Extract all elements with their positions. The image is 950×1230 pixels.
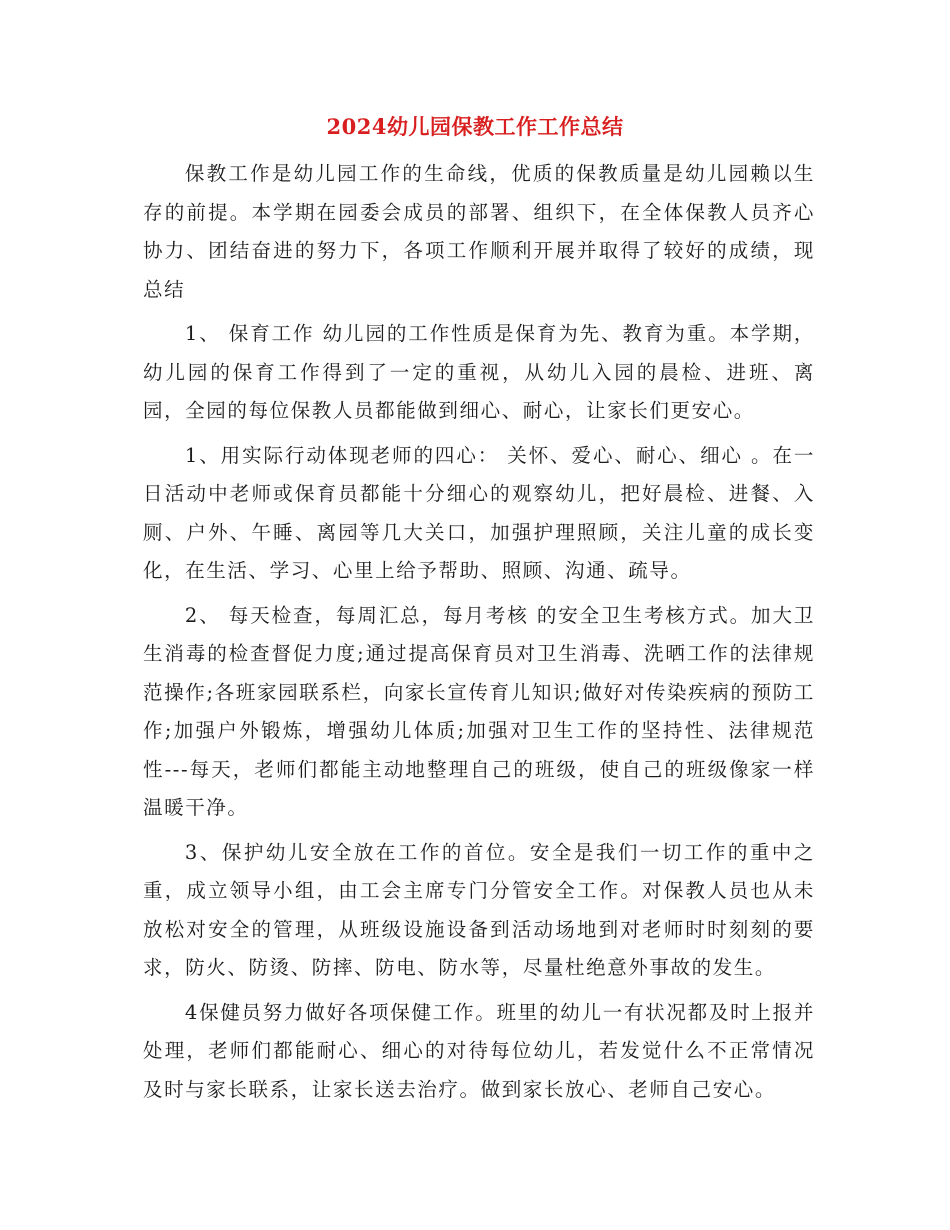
document-body (143, 155, 815, 1115)
paragraph-hygiene-inspection: 2、 每天检查，每周汇总，每月考核 的安全卫生考核方式。加大卫生消毒的检查督促力度;通过提高保育员对卫生消毒、洗晒工作的法律规范操作;各班家园联系栏，向家长宣传育儿知识;做好对传染疾病的预防工作;加强户外锻炼，增强幼儿体质;加强对卫生工作的坚持性、法律规范性---每天，老师们都能主动地整理自己的班级，使自己的班级像家一样温暖干净。 (143, 603, 815, 819)
paragraph-four-hearts: 1、用实际行动体现老师的四心： 关怀、爱心、耐心、细心 。在一日活动中老师或保育员都能十分细心的观察幼儿，把好晨检、进餐、入厕、户外、午睡、离园等几大关口，加强护理照顾，关注儿童的成长变化，在生活、学习、心里上给予帮助、照顾、沟通、疏导。 (143, 443, 815, 582)
paragraph-childcare-work: 1、 保育工作 幼儿园的工作性质是保育为先、教育为重。本学期，幼儿园的保育工作得到了一定的重视，从幼儿入园的晨检、进班、离园，全园的每位保教人员都能做到细心、耐心，让家长们更安心。 (143, 322, 815, 422)
document-title: 2024幼儿园保教工作工作总结 (326, 114, 624, 139)
paragraph-health-care: 4保健员努力做好各项保健工作。班里的幼儿一有状况都及时上报并处理，老师们都能耐心、细心的对待每位幼儿，若发觉什么不正常情况及时与家长联系，让家长送去治疗。做到家长放心、老师自己安心。 (143, 1000, 815, 1101)
paragraph-safety-first: 3、保护幼儿安全放在工作的首位。安全是我们一切工作的重中之重，成立领导小组，由工会主席专门分管安全工作。对保教人员也从未放松对安全的管理，从班级设施设备到活动场地到对老师时时刻刻的要求，防火、防烫、防摔、防电、防水等，尽量杜绝意外事故的发生。 (143, 840, 815, 979)
paragraph-intro: 保教工作是幼儿园工作的生命线，优质的保教质量是幼儿园赖以生存的前提。本学期在园委会成员的部署、组织下，在全体保教人员齐心协力、团结奋进的努力下，各项工作顺利开展并取得了较好的成绩，现总结 (143, 162, 815, 301)
